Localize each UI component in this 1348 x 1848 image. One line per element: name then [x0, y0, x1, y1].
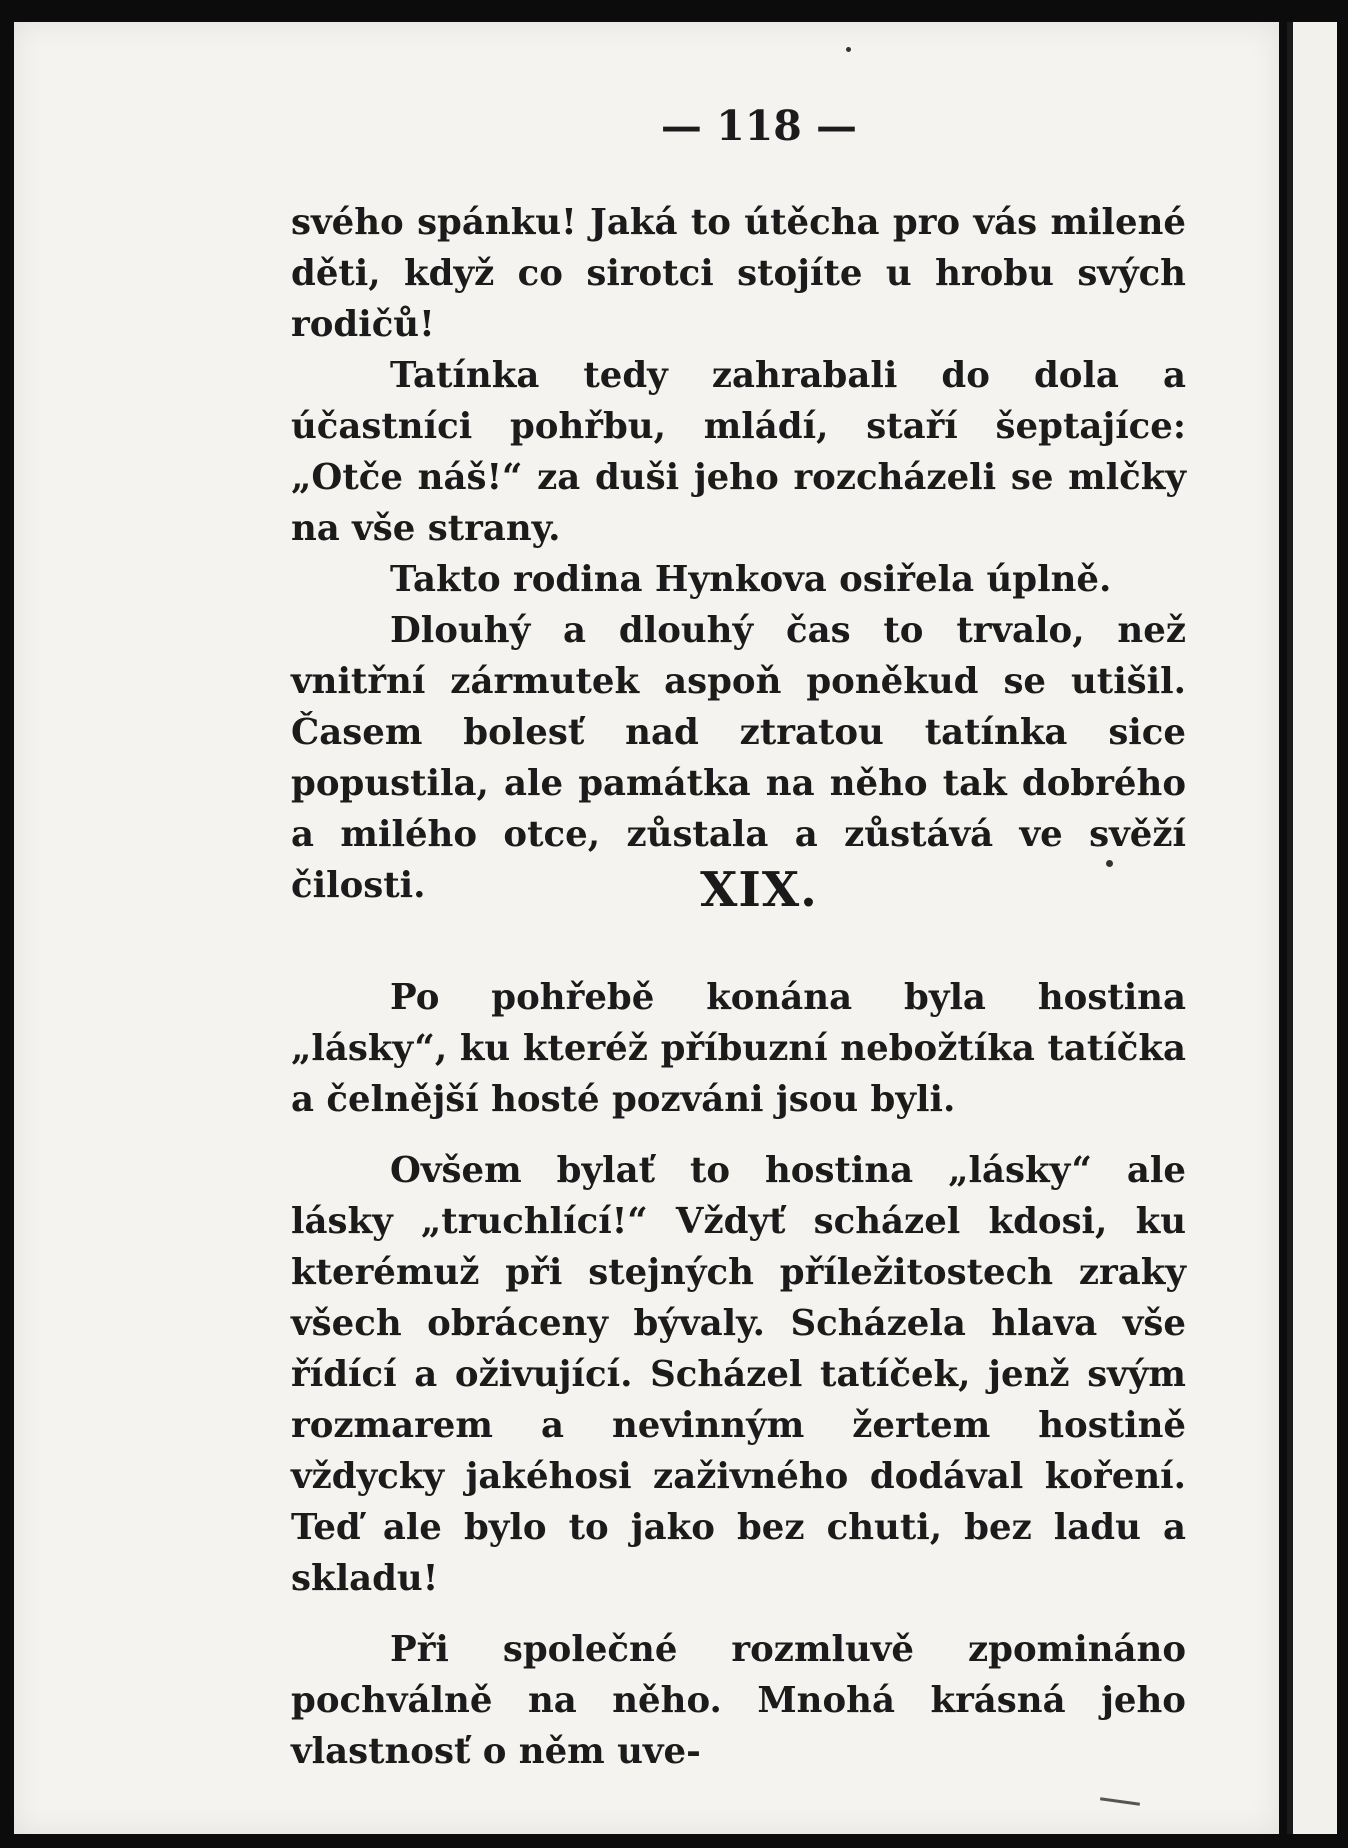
chapter-heading: XIX.	[700, 862, 818, 918]
paragraph: svého spánku! Jaká to útěcha pro vás milené děti, když co sirotci stojíte u hrobu svých rodičů!	[291, 202, 1186, 345]
ink-speck	[846, 47, 851, 52]
paragraph: Takto rodina Hynkova osiřela úplně.	[390, 559, 1112, 600]
paragraph: Tatínka tedy zahrabali do dola a účastníci pohřbu, mládí, staří šeptajíce: „Otče náš!“ za duši jeho rozcházeli se mlčky na vše strany.	[291, 355, 1186, 549]
page-gutter-shadow	[1279, 0, 1287, 1848]
paragraph: Při společné rozmluvě zpomináno pochválně na něho. Mnohá krásná jeho vlastnosť o něm uve-	[291, 1629, 1186, 1772]
paragraph: Po pohřebě konána byla hostina „lásky“, ku kteréž příbuzní nebožtíka tatíčka a čelnější hosté pozváni jsou byli.	[291, 977, 1186, 1120]
paragraph: Dlouhý a dlouhý čas to trvalo, než vnitřní zármutek aspoň poněkud se utišil. Časem bolesť nad ztratou tatínka sice popustila, ale památka na něho tak dobrého a milého otce, zůstala a zůstává ve svěží čilosti.	[291, 610, 1186, 906]
text-block-bottom	[291, 972, 1186, 1777]
paragraph: Ovšem bylať to hostina „lásky“ ale lásky „truchlící!“ Vždyť scházel kdosi, ku kterémuž při stejných příležitostech zraky všech obráceny bývaly. Scházela hlava vše řídící a oživující. Scházel tatíček, jenž svým rozmarem a nevinným žertem hostině vždycky jakéhosi zaživného dodával koření. Teď ale bylo to jako bez chuti, bez ladu a skladu!	[291, 1150, 1186, 1599]
facing-page-edge	[1287, 22, 1337, 1834]
text-block-top	[291, 197, 1186, 911]
page-number: — 118 —	[660, 102, 858, 150]
